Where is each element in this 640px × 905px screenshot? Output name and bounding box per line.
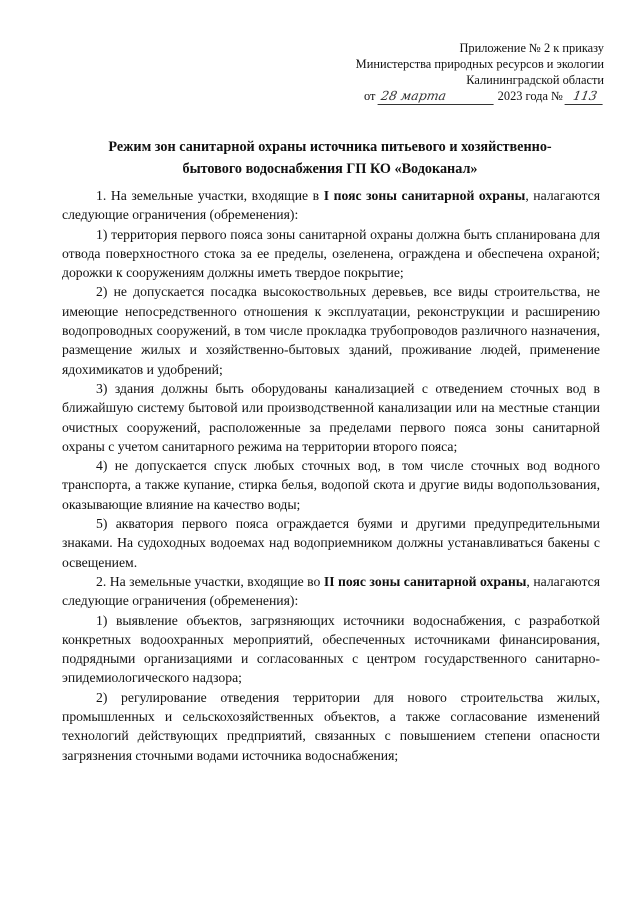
section-2-intro (62, 572, 600, 611)
section-1-intro (62, 186, 600, 225)
section-1-intro-post: , налагаются следующие ограничения (обременения): (62, 188, 600, 223)
section-2-intro-pre: 2. На земельные участки, входящие во (96, 573, 324, 589)
handwritten-order-number: 113 (565, 88, 606, 105)
section-1-item-2: 2) не допускается посадка высокоствольных деревьев, все виды строительства, не имеющие непосредственного отношения к эксплуатации, реконструкции и расширению водопроводных сооружений, в том числе прокладка трубопроводов различного назначения, размещение жилых и хозяйственно-бытовых зданий, проживание людей, применение ядохимикатов и удобрений; (62, 284, 600, 377)
title-line-2: бытового водоснабжения ГП КО «Водоканал» (182, 161, 478, 177)
section-2-intro-post: , налагаются следующие ограничения (обременения): (62, 573, 600, 609)
appendix-line-1: Приложение № 2 к приказу (459, 41, 604, 55)
section-1-item-3: 3) здания должны быть оборудованы канализацией с отведением сточных вод в ближайшую систему бытовой или производственной канализации или на местные станции очистных сооружений, расположенные за пределами первого пояса зоны санитарной охраны с учетом санитарного режима на территории второго пояса; (62, 380, 600, 454)
handwritten-date: 28 марта (377, 88, 496, 105)
appendix-date-line (314, 88, 604, 105)
appendix-line-2: Министерства природных ресурсов и экологии (355, 57, 604, 71)
section-1-item-5: 5) акватория первого пояса ограждается буями и другими предупредительными знаками. На судоходных водоемах над водоприемником должны устанавливаться бакены с освещением. (62, 516, 600, 570)
title-line-1: Режим зон санитарной охраны источника питьевого и хозяйственно- (108, 139, 552, 155)
section-2-zone-name: II пояс зоны санитарной охраны (323, 573, 527, 589)
section-1-intro-pre: 1. На земельные участки, входящие в (96, 188, 324, 203)
section-2-item-2: 2) регулирование отведения территории для нового строительства жилых, промышленных и сельскохозяйственных объектов, а также согласование изменений технологий действующих предприятий, связанных с повышением степени опасности загрязнения сточными водами источника водоснабжения; (62, 689, 600, 763)
year-label: 2023 года № (497, 89, 563, 103)
appendix-line-3: Калининградской области (466, 73, 604, 87)
document-title (80, 136, 580, 180)
from-label: от (364, 89, 376, 103)
section-1-item-4: 4) не допускается спуск любых сточных вод, в том числе сточных вод водного транспорта, а также купание, стирка белья, водопой скота и другие виды водопользования, оказывающие влияние на качество воды; (62, 458, 600, 512)
appendix-header (314, 40, 604, 105)
section-2-item-1: 1) выявление объектов, загрязняющих источники водоснабжения, с разработкой конкретных водоохранных мероприятий, обеспеченных источниками финансирования, подрядными организациями и согласованных с центром государственного санитарно-эпидемиологического надзора; (62, 612, 600, 686)
section-1-item-1: 1) территория первого пояса зоны санитарной охраны должна быть спланирована для отвода поверхностного стока за ее пределы, озеленена, ограждена и обеспечена охраной; дорожки к сооружениям должны иметь твердое покрытие; (62, 226, 600, 281)
document-body (62, 186, 600, 765)
section-1-zone-name: I пояс зоны санитарной охраны (323, 188, 526, 203)
